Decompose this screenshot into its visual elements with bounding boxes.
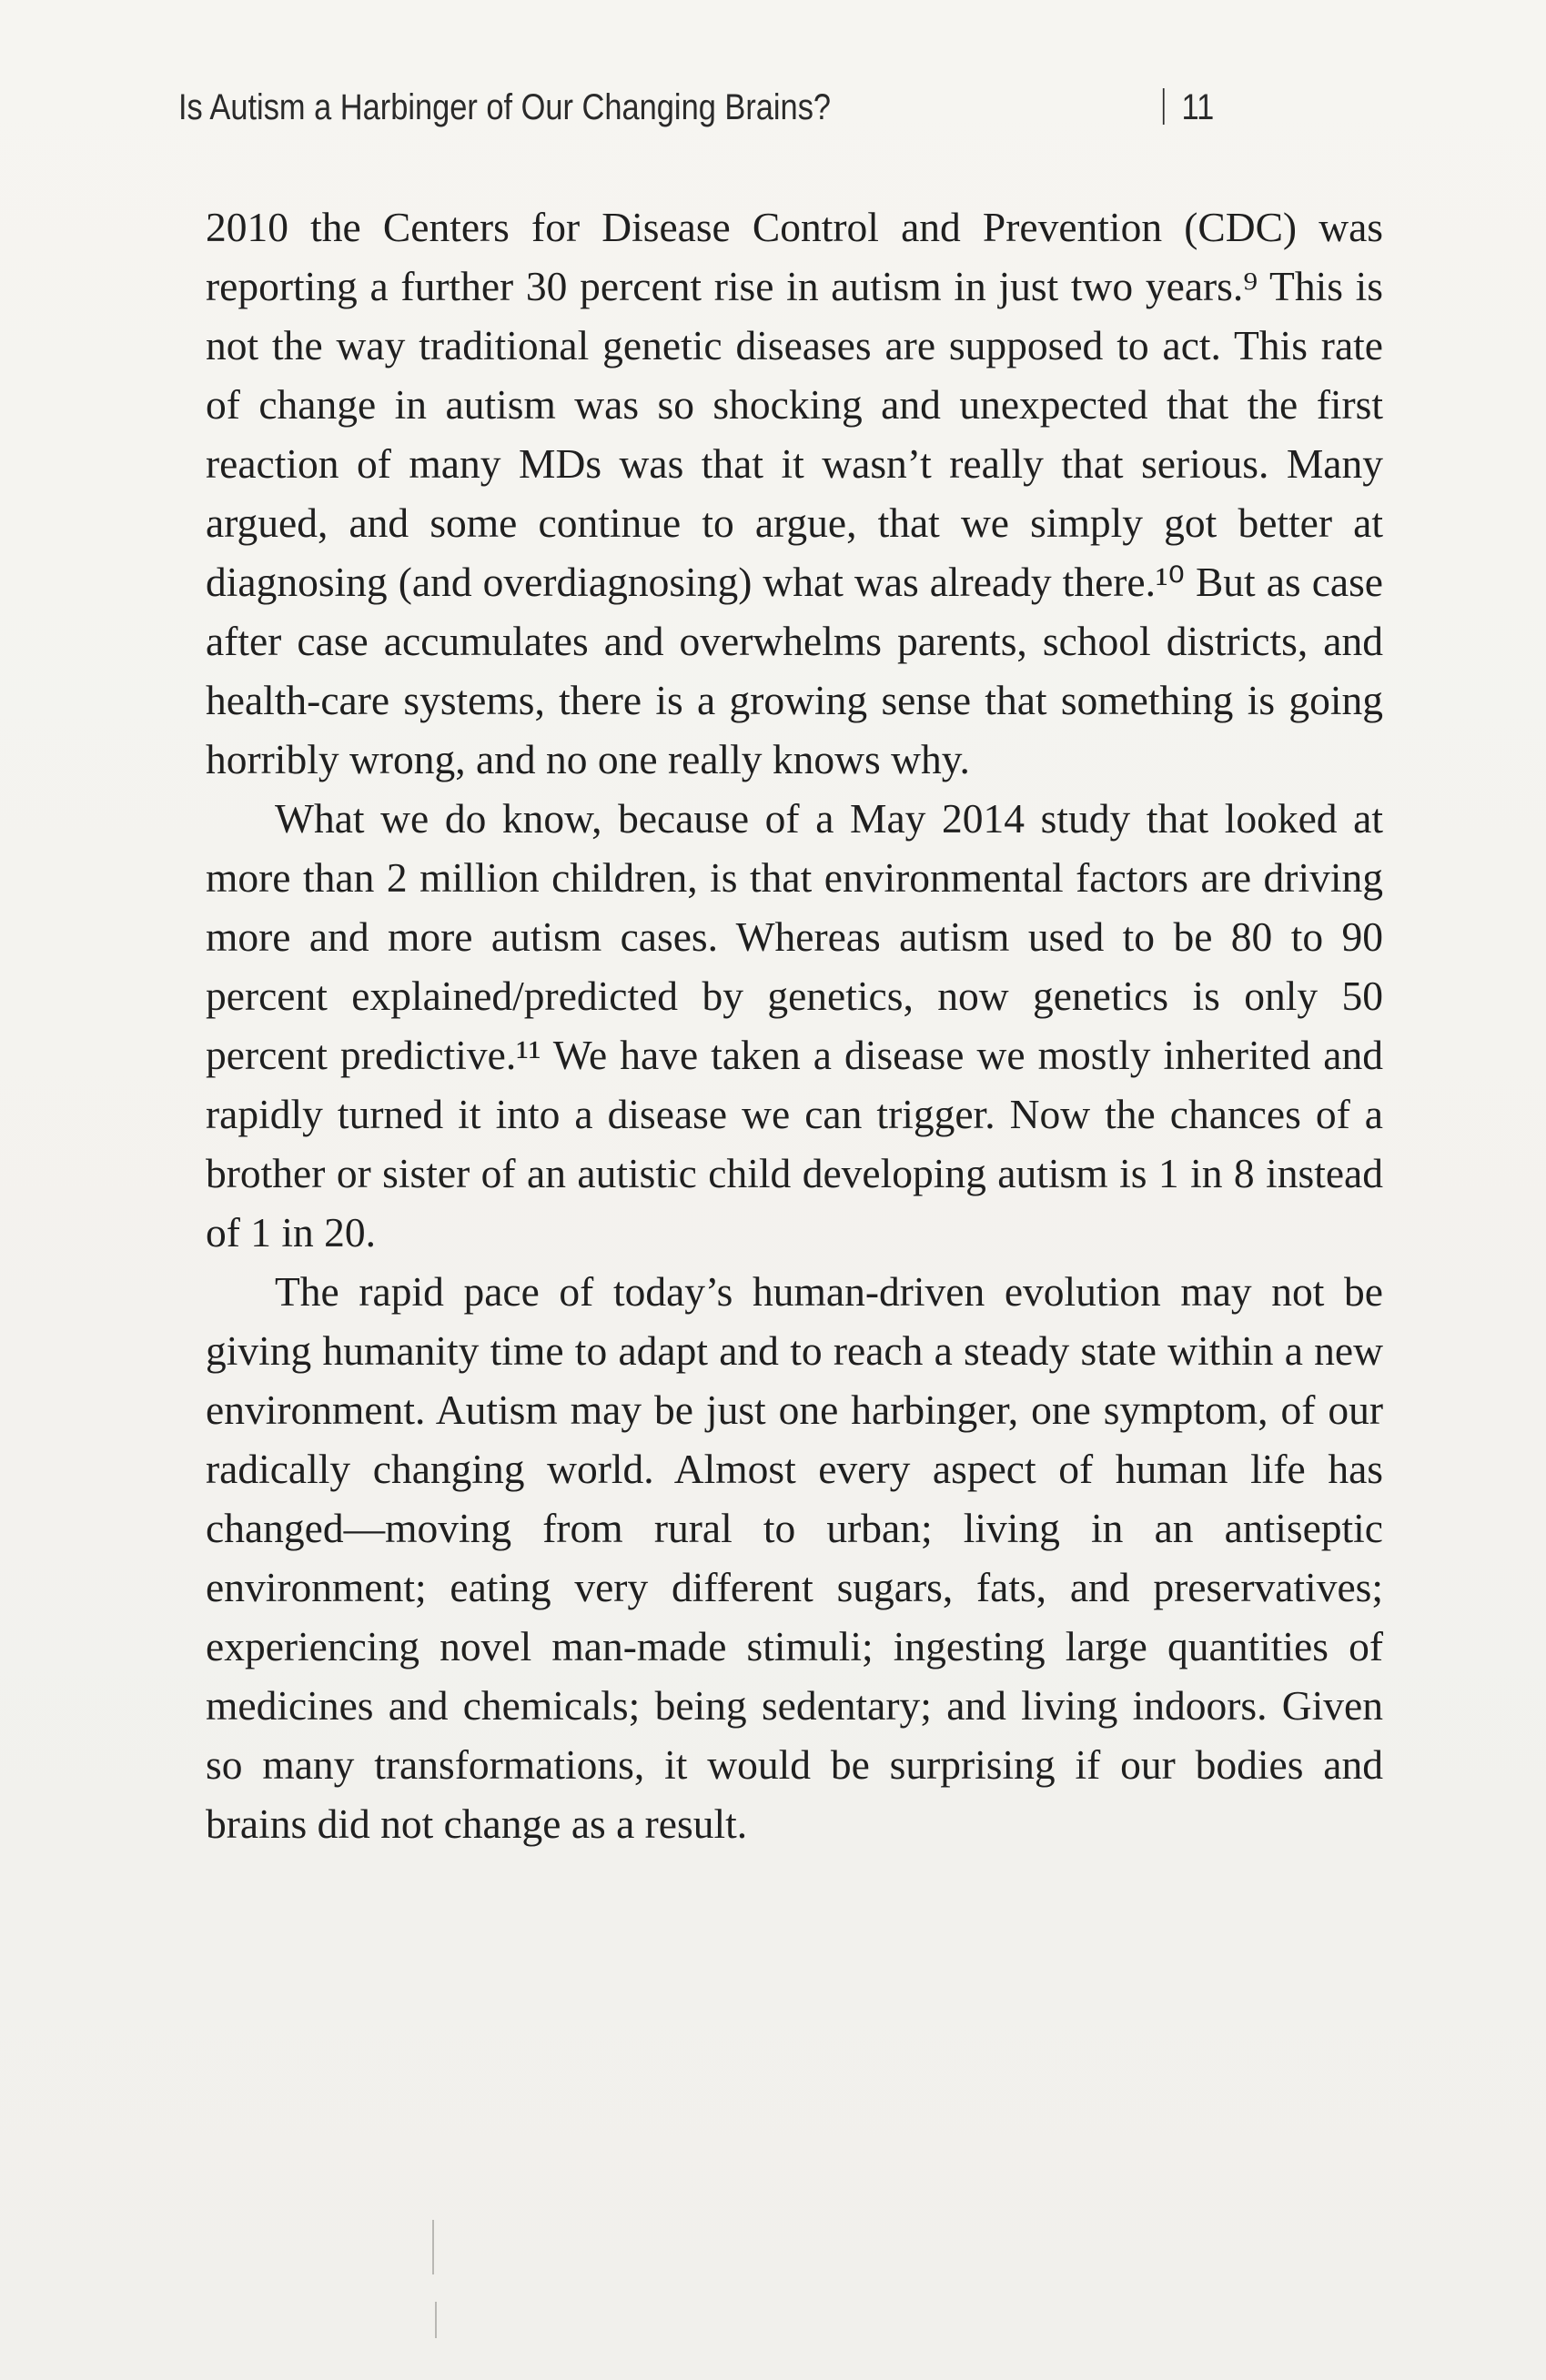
paragraph-1: 2010 the Centers for Disease Control and Prevention (CDC) was reporting a further 30 percent rise in autism in just two years.⁹ This is not the way traditional genetic diseases are supposed to act. This rate of change in autism was so shocking and unexpected that the first reaction of many MDs was that it wasn’t really that serious. Many argued, and some continue to argue, that we simply got better at diagnosing (and overdiagnosing) what was already there.¹⁰ But as case after case accumulates and overwhelms parents, school districts, and health-care systems, there is a growing sense that something is going horribly wrong, and no one really knows why. xyxy=(206,204,1383,782)
scan-speck xyxy=(432,2220,434,2274)
paragraph-2: What we do know, because of a May 2014 study that looked at more than 2 million children, is that environmental factors are driving more and more autism cases. Whereas autism used to be 80 to 90 percent explained/predicted by genetics, now genetics is only 50 percent predictive.¹¹ We have taken a disease we mostly inherited and rapidly turned it into a disease we can trigger. Now the chances of a brother or sister of an autistic child developing autism is 1 in 8 instead of 1 in 20. xyxy=(206,795,1383,1256)
folio-divider xyxy=(1163,88,1165,125)
body-text xyxy=(206,197,1383,1853)
running-title: Is Autism a Harbinger of Our Changing Brains? xyxy=(178,87,832,127)
page-number: 11 xyxy=(1181,87,1215,127)
paragraph-3: The rapid pace of today’s human-driven evolution may not be giving humanity time to adapt and to reach a steady state within a new environment. Autism may be just one harbinger, one symptom, of our radically changing world. Almost every aspect of human life has changed—moving from rural to urban; living in an antiseptic environment; eating very different sugars, fats, and preservatives; experiencing novel man-made stimuli; ingesting large quantities of medicines and chemicals; being sedentary; and living indoors. Given so many transformations, it would be surprising if our bodies and brains did not change as a result. xyxy=(206,1268,1383,1847)
page-number-block xyxy=(1163,87,1214,128)
running-head xyxy=(178,87,1219,142)
scan-speck xyxy=(435,2302,437,2338)
